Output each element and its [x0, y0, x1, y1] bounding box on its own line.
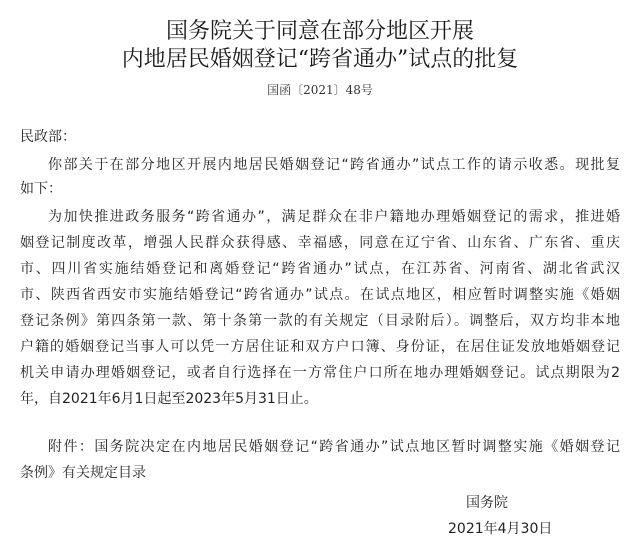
body-line: 如下：	[20, 181, 62, 197]
document-title-line1: 国务院关于同意在部分地区开展	[165, 19, 474, 44]
body-line: 户籍的婚姻登记当事人可以凭一方居住证和双方户口簿、身份证，在居住证发放地婚姻登记	[20, 339, 620, 355]
body-line: 姻登记制度改革，增强人民群众获得感、幸福感，同意在辽宁省、山东省、广东省、重庆	[20, 235, 620, 251]
body-line: 机关申请办理婚姻登记，或者自行选择在一方常住户口所在地办理婚姻登记。试点期限为2	[20, 365, 620, 381]
body-line: 市、四川省实施结婚登记和离婚登记“跨省通办”试点，在江苏省、河南省、湖北省武汉	[20, 261, 620, 277]
document-date: 2021年4月30日	[448, 521, 553, 537]
attachment-line: 附件：国务院决定在内地居民婚姻登记“跨省通办”试点地区暂时调整实施《婚姻登记	[48, 439, 620, 455]
document-number: 国函〔2021〕48号	[267, 83, 373, 97]
document-title-line2: 内地居民婚姻登记“跨省通办”试点的批复	[121, 47, 519, 72]
body-line: 为加快推进政务服务“跨省通办”，满足群众在非户籍地办理婚姻登记的需求，推进婚	[48, 209, 620, 225]
body-line: 登记条例》第四条第一款、第十条第一款的有关规定（目录附后）。调整后，双方均非本地	[20, 313, 620, 329]
signatory: 国务院	[466, 495, 508, 511]
body-line: 年，自2021年6月1日起至2023年5月31日止。	[20, 391, 318, 407]
body-line: 市、陕西省西安市实施结婚登记“跨省通办”试点。在试点地区，相应暂时调整实施《婚姻	[20, 287, 620, 303]
addressee: 民政部：	[20, 129, 76, 145]
attachment-line: 条例》有关规定目录	[20, 465, 146, 481]
body-line: 你部关于在部分地区开展内地居民婚姻登记“跨省通办”试点工作的请示收悉。现批复	[48, 157, 620, 173]
